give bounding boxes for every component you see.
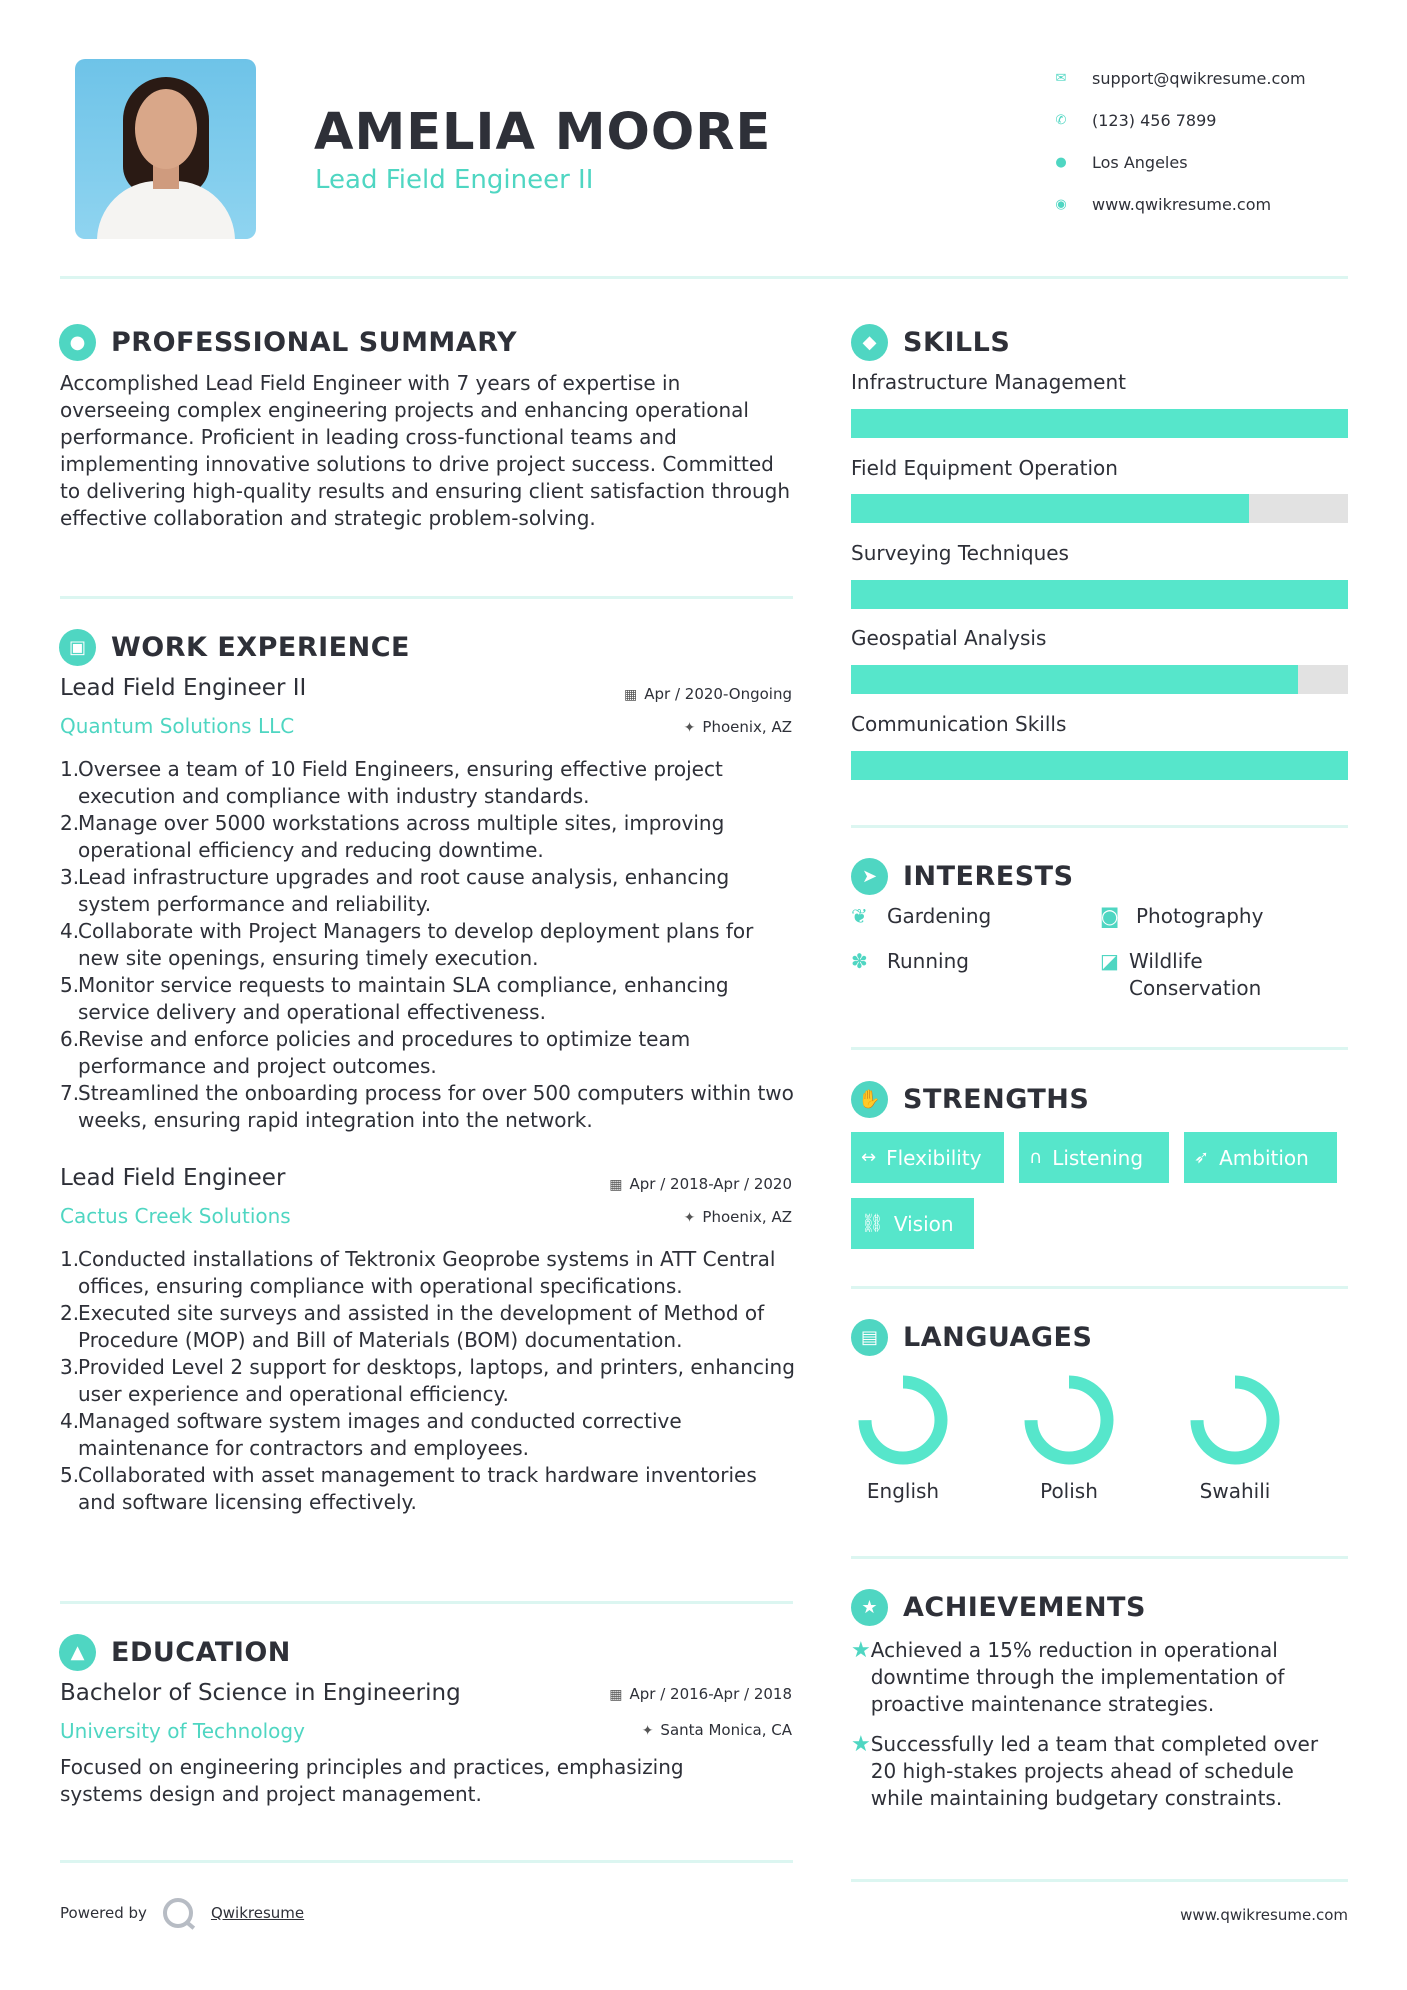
job-dates: ▦ Apr / 2020-Ongoing <box>624 685 792 703</box>
globe-icon: ◉ <box>1055 196 1067 212</box>
skill-bar <box>851 494 1348 523</box>
strengths-title: STRENGTHS <box>903 1084 1090 1115</box>
experience-title: WORK EXPERIENCE <box>111 632 410 663</box>
list-item: Executed site surveys and assisted in the development of Method of Procedure (MOP) and Bill of Materials (BOM) documentation. <box>78 1301 765 1352</box>
language-icon: ▤ <box>851 1319 888 1356</box>
job-bullets <box>60 1246 800 1516</box>
education-heading <box>59 1634 291 1671</box>
school-name: University of Technology <box>60 1719 305 1743</box>
contact-email[interactable] <box>1054 57 1394 99</box>
job-location: ✦ Phoenix, AZ <box>683 1208 792 1226</box>
interests-divider <box>851 1047 1348 1050</box>
contact-location-text: Los Angeles <box>1092 152 1188 172</box>
language-name: Swahili <box>1199 1479 1271 1503</box>
job-title: Lead Field Engineer <box>60 1165 286 1191</box>
job-location: ✦ Phoenix, AZ <box>683 718 792 736</box>
pin-icon: ✦ <box>683 1210 696 1226</box>
camera-icon: ◙ <box>1100 904 1120 928</box>
skill-name: Infrastructure Management <box>851 370 1126 394</box>
interest-item: ✽ Running <box>851 949 969 973</box>
skill-bar-fill <box>851 409 1348 438</box>
education-title: EDUCATION <box>111 1637 291 1668</box>
contact-list <box>1054 57 1394 225</box>
skill-bar <box>851 665 1348 694</box>
hand-icon: ✋ <box>851 1081 888 1118</box>
skill-bar <box>851 580 1348 609</box>
pin-icon: ✦ <box>641 1723 654 1739</box>
candidate-title: Lead Field Engineer II <box>315 165 594 195</box>
language-item <box>1175 1373 1295 1503</box>
job-dates: ▦ Apr / 2018-Apr / 2020 <box>609 1175 792 1193</box>
header-divider <box>60 276 1348 279</box>
language-name: Polish <box>1040 1479 1098 1503</box>
brand-link[interactable]: Qwikresume <box>210 1904 305 1922</box>
language-item <box>1009 1373 1129 1503</box>
skill-bar-fill <box>851 751 1348 780</box>
chair-icon: ▣ <box>59 629 96 666</box>
star-icon: ★ <box>851 1732 871 1757</box>
contact-phone-text: (123) 456 7899 <box>1092 110 1217 130</box>
language-ring <box>1188 1373 1282 1467</box>
strength-chip: ⛓ Vision <box>851 1198 974 1249</box>
graduate-icon: ▲ <box>59 1634 96 1671</box>
job-title: Lead Field Engineer II <box>60 675 307 701</box>
user-icon: ● <box>59 324 96 361</box>
list-item: Conducted installations of Tektronix Geoprobe systems in ATT Central offices, ensuring compliance with operational specifications. <box>78 1247 776 1298</box>
binoculars-icon: ⛓ <box>861 1213 884 1234</box>
language-ring <box>856 1373 950 1467</box>
headphones-icon: ∩ <box>1029 1147 1043 1168</box>
list-item: Lead infrastructure upgrades and root cause analysis, enhancing system performance and reliability. <box>78 865 730 916</box>
skill-bar-fill <box>851 580 1348 609</box>
pin-icon: ✦ <box>683 720 696 736</box>
candidate-name: AMELIA MOORE <box>314 103 772 162</box>
footer-url[interactable]: www.qwikresume.com <box>1180 1906 1348 1924</box>
contact-website-text: www.qwikresume.com <box>1092 194 1272 214</box>
skill-name: Communication Skills <box>851 712 1067 736</box>
summary-text: Accomplished Lead Field Engineer with 7 years of expertise in overseeing complex engineering projects and enhancing operational performance. Proficient in leading cross-functional teams and implementing innovative solutions to drive project success. Committed to delivering high-quality results and ensuring client satisfaction through effective collaboration and strategic problem-solving. <box>60 371 791 530</box>
language-ring-arc <box>1197 1382 1273 1458</box>
skill-bar <box>851 409 1348 438</box>
contact-website[interactable] <box>1054 183 1394 225</box>
arrows-horizontal-icon: ↔ <box>861 1147 877 1168</box>
skill-bar <box>851 751 1348 780</box>
list-item: Oversee a team of 10 Field Engineers, ensuring effective project execution and compliance with industry standards. <box>78 757 723 808</box>
interests-heading <box>851 858 1074 895</box>
location-pin-icon: ● <box>1055 154 1067 170</box>
language-name: English <box>866 1479 940 1503</box>
job-company: Cactus Creek Solutions <box>60 1204 291 1228</box>
education-location: ✦ Santa Monica, CA <box>641 1721 792 1739</box>
experience-divider <box>60 1601 793 1604</box>
job-bullets <box>60 756 800 1134</box>
strength-chip: ➶ Ambition <box>1184 1132 1337 1183</box>
language-ring <box>1022 1373 1116 1467</box>
summary-title: PROFESSIONAL SUMMARY <box>111 327 518 358</box>
languages-divider <box>851 1556 1348 1559</box>
list-item: Collaborated with asset management to track hardware inventories and software licensing effectively. <box>78 1463 757 1514</box>
education-description: Focused on engineering principles and practices, emphasizing systems design and project management. <box>60 1755 684 1806</box>
star-icon: ★ <box>851 1638 871 1663</box>
list-item: Revise and enforce policies and procedures to optimize team performance and project outcomes. <box>78 1027 691 1078</box>
interests-title: INTERESTS <box>903 861 1074 892</box>
achievements-divider <box>851 1879 1348 1882</box>
leaf-icon: ❦ <box>851 904 868 928</box>
language-ring-arc <box>865 1382 941 1458</box>
education-divider <box>60 1860 793 1863</box>
lightbulb-icon: ◆ <box>851 324 888 361</box>
skill-bar-fill <box>851 665 1298 694</box>
strengths-heading <box>851 1081 1089 1118</box>
list-item: Collaborate with Project Managers to develop deployment plans for new site openings, ensuring timely execution. <box>78 919 754 970</box>
list-item: Managed software system images and conducted corrective maintenance for contractors and employees. <box>78 1409 682 1460</box>
qwikresume-logo-icon <box>163 1898 193 1928</box>
skill-bar-fill <box>851 494 1249 523</box>
strength-chip: ∩ Listening <box>1019 1132 1169 1183</box>
list-item: Provided Level 2 support for desktops, laptops, and printers, enhancing user experience and operational efficiency. <box>78 1355 795 1406</box>
profile-photo <box>75 59 256 239</box>
language-item <box>843 1373 963 1503</box>
calendar-icon: ▦ <box>609 1687 623 1703</box>
summary-divider <box>60 596 793 599</box>
paw-icon: ✽ <box>851 949 868 973</box>
skill-name: Geospatial Analysis <box>851 626 1047 650</box>
languages-heading <box>851 1319 1092 1356</box>
footer-powered-by: Powered by Qwikresume <box>60 1898 304 1928</box>
calendar-icon: ▦ <box>609 1177 623 1193</box>
skill-name: Surveying Techniques <box>851 541 1069 565</box>
experience-heading <box>59 629 410 666</box>
rocket-icon: ➶ <box>1194 1147 1210 1168</box>
achievement-item: ★ Achieved a 15% reduction in operational downtime through the implementation of proactive maintenance strategies. <box>851 1638 1285 1716</box>
list-item: Monitor service requests to maintain SLA compliance, enhancing service delivery and operational effectiveness. <box>78 973 729 1024</box>
interest-item: ◙ Photography <box>1100 904 1264 928</box>
star-badge-icon: ★ <box>851 1589 888 1626</box>
achievement-item: ★ Successfully led a team that completed over 20 high-stakes projects ahead of schedule while maintaining budgetary constraints. <box>851 1732 1319 1810</box>
strengths-divider <box>851 1286 1348 1289</box>
paper-plane-icon: ➤ <box>851 858 888 895</box>
contact-location <box>1054 141 1394 183</box>
strength-chip: ↔ Flexibility <box>851 1132 1004 1183</box>
skills-title: SKILLS <box>903 327 1011 358</box>
degree-title: Bachelor of Science in Engineering <box>60 1680 461 1706</box>
skills-heading <box>851 324 1010 361</box>
language-ring-arc <box>1031 1382 1107 1458</box>
summary-heading <box>59 324 517 361</box>
envelope-icon: ✉ <box>1055 70 1067 86</box>
interest-item: ◪ Wildlife Conservation <box>1100 949 1262 1000</box>
map-icon: ◪ <box>1100 949 1119 973</box>
skill-name: Field Equipment Operation <box>851 456 1118 480</box>
job-company: Quantum Solutions LLC <box>60 714 295 738</box>
contact-email-text: support@qwikresume.com <box>1092 68 1306 88</box>
list-item: Manage over 5000 workstations across multiple sites, improving operational efficiency and reducing downtime. <box>78 811 725 862</box>
education-dates: ▦ Apr / 2016-Apr / 2018 <box>609 1685 792 1703</box>
calendar-icon: ▦ <box>624 687 638 703</box>
contact-phone[interactable] <box>1054 99 1394 141</box>
interest-item: ❦ Gardening <box>851 904 992 928</box>
achievements-title: ACHIEVEMENTS <box>903 1592 1146 1623</box>
achievements-heading <box>851 1589 1146 1626</box>
skills-divider <box>851 825 1348 828</box>
list-item: Streamlined the onboarding process for over 500 computers within two weeks, ensuring rapid integration into the network. <box>78 1081 794 1132</box>
languages-title: LANGUAGES <box>903 1322 1093 1353</box>
phone-icon: ✆ <box>1055 112 1067 128</box>
